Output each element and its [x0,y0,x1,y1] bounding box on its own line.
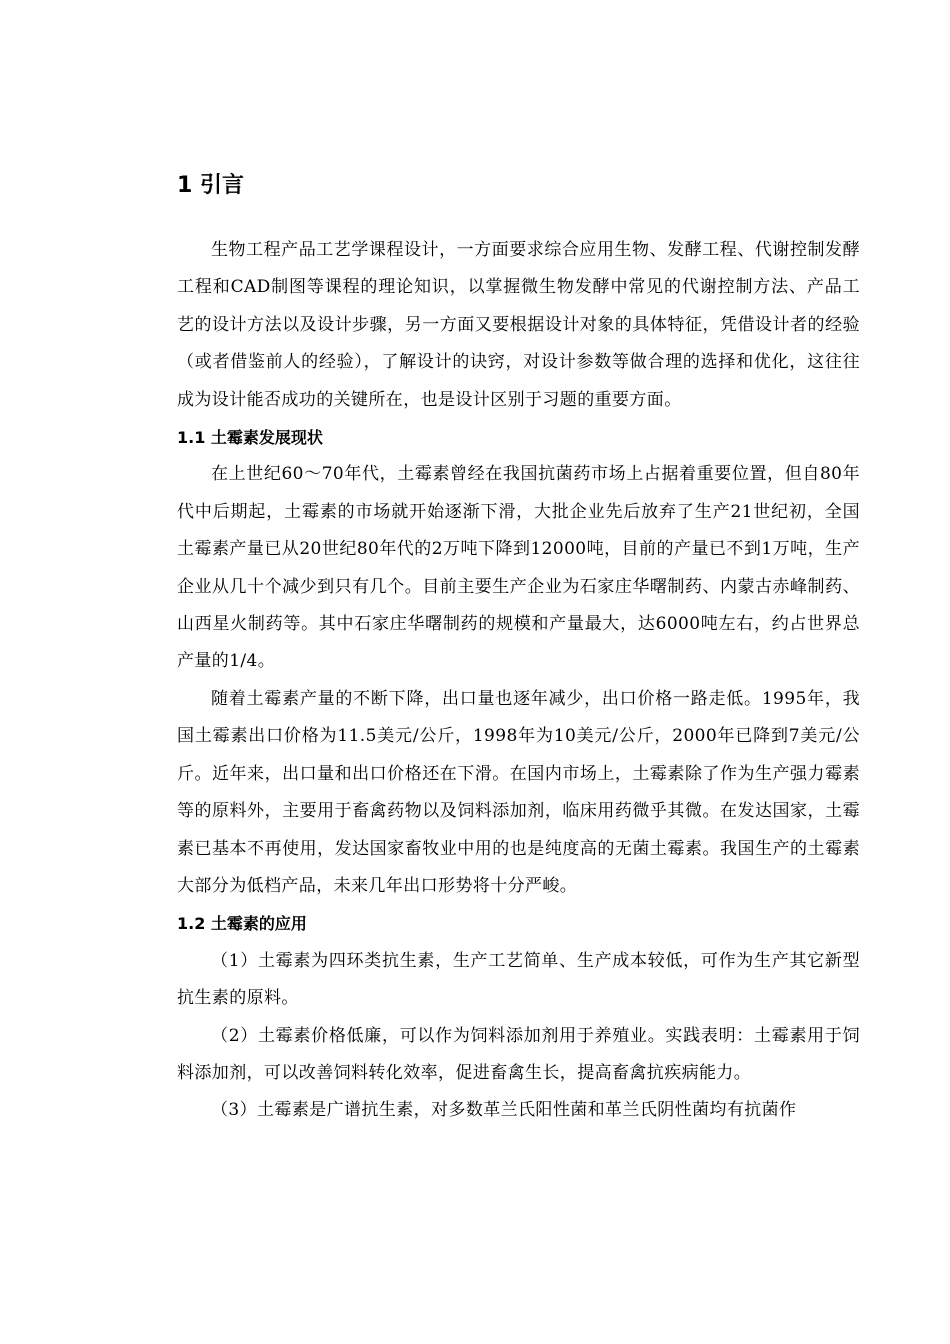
section-heading: 1 引言 [177,173,244,198]
subsection-heading-1-2: 1.2 土霉素的应用 [177,914,307,934]
intro-block [177,232,860,1130]
application-item-3: （3）土霉素是广谱抗生素，对多数革兰氏阳性菌和革兰氏阴性菌均有抗菌作 [211,1100,797,1121]
status-paragraph-2: 随着土霉素产量的不断下降，出口量也逐年减少，出口价格一路走低。1995年，我国土霉素出口价格为11.5美元/公斤，1998年为10美元/公斤，2000年已降到7美元/公斤。近年来，出口量和出口价格还在下滑。在国内市场上，土霉素除了作为生产强力霉素等的原料外，主要用于畜禽药物以及饲料添加剂，临床用药微乎其微。在发达国家，土霉素已基本不再使用，发达国家畜牧业中用的也是纯度高的无菌土霉素。我国生产的土霉素大部分为低档产品，未来几年出口形势将十分严峻。 [177,688,860,896]
status-paragraph-1: 在上世纪60～70年代，土霉素曾经在我国抗菌药市场上占据着重要位置，但自80年代中后期起，土霉素的市场就开始逐渐下滑，大批企业先后放弃了生产21世纪初，全国土霉素产量已从20世纪80年代的2万吨下降到12000吨，目前的产量已不到1万吨，生产企业从几十个减少到只有几个。目前主要生产企业为石家庄华曙制药、内蒙古赤峰制药、山西星火制药等。其中石家庄华曙制药的规模和产量最大，达6000吨左右，约占世界总产量的1/4。 [177,464,860,672]
application-item-2: （2）土霉素价格低廉，可以作为饲料添加剂用于养殖业。实践表明：土霉素用于饲料添加剂，可以改善饲料转化效率，促进畜禽生长，提高畜禽抗疾病能力。 [177,1025,860,1083]
subsection-heading-1-1: 1.1 土霉素发展现状 [177,428,323,448]
intro-paragraph: 生物工程产品工艺学课程设计，一方面要求综合应用生物、发酵工程、代谢控制发酵工程和CAD制图等课程的理论知识，以掌握微生物发酵中常见的代谢控制方法、产品工艺的设计方法以及设计步骤，另一方面又要根据设计对象的具体特征，凭借设计者的经验（或者借鉴前人的经验），了解设计的诀窍，对设计参数等做合理的选择和优化，这往往成为设计能否成功的关键所在，也是设计区别于习题的重要方面。 [177,240,860,410]
application-item-1: （1）土霉素为四环类抗生素，生产工艺简单、生产成本较低，可作为生产其它新型抗生素的原料。 [177,950,860,1009]
